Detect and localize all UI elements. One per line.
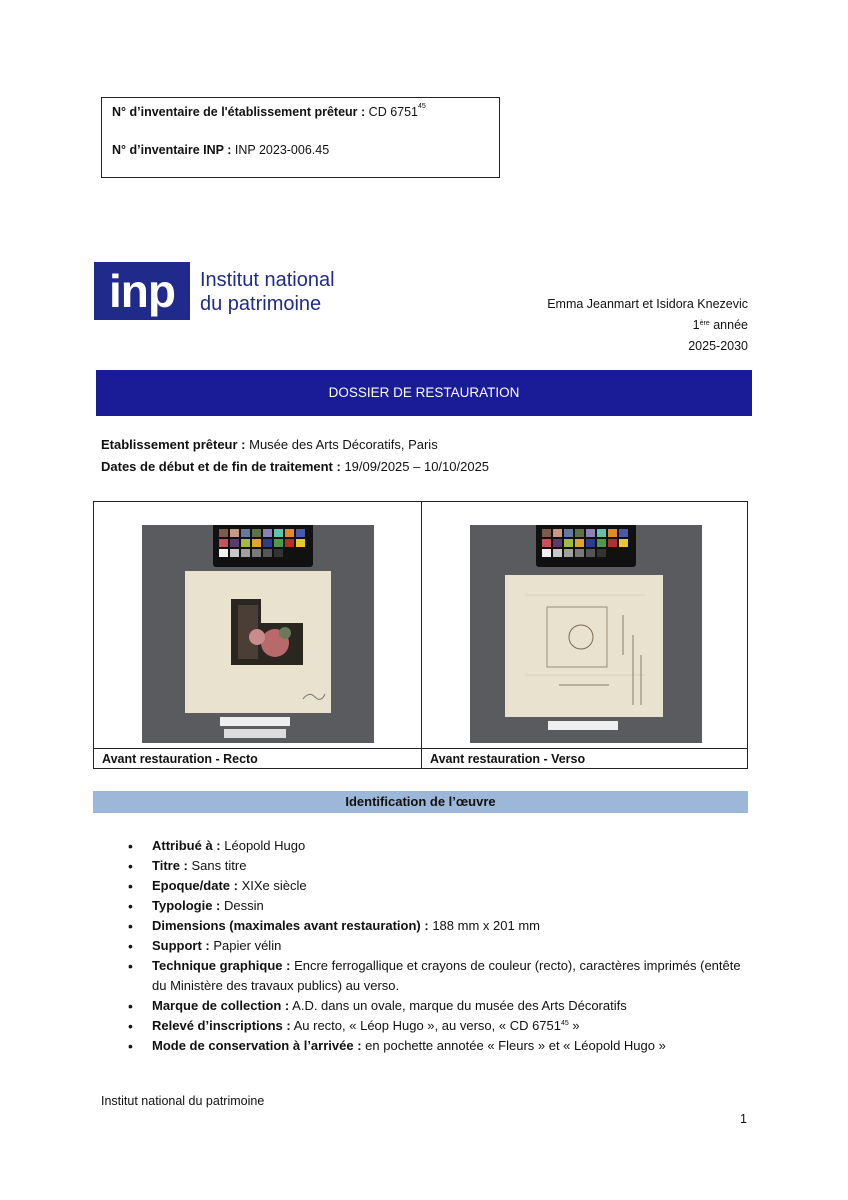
- color-checker: [536, 525, 636, 567]
- table-divider-horizontal: [94, 748, 747, 749]
- recto-label-strip: [220, 717, 290, 726]
- verso-label-strip: [548, 721, 618, 730]
- recto-caption: Avant restauration - Recto: [102, 752, 258, 766]
- verso-paper: [505, 575, 663, 717]
- inp-inventory-label: N° d’inventaire INP :: [112, 143, 232, 157]
- inp-inventory-value: INP 2023-006.45: [234, 143, 330, 157]
- list-item: • Technique graphique : Encre ferrogallique et crayons de couleur (recto), caractères imprimés (entête du Ministère des travaux publics) au verso.: [128, 956, 748, 996]
- year-suffix: ère: [699, 320, 710, 327]
- lender-info-line: [101, 437, 438, 452]
- identification-heading: Identification de l’œuvre: [93, 791, 748, 813]
- lender-inventory-line: [112, 105, 426, 119]
- lender-inventory-sup: 45: [418, 103, 426, 110]
- authors-block: [547, 294, 748, 357]
- lender-info-label: Etablissement prêteur :: [101, 437, 246, 452]
- list-item: • Epoque/date : XIXe siècle: [128, 876, 748, 896]
- authors-period: 2025-2030: [688, 339, 748, 353]
- lender-inventory-value: CD 6751: [368, 105, 419, 119]
- lender-inventory-label: N° d’inventaire de l'établissement prêteur :: [112, 105, 366, 119]
- list-item: • Relevé d’inscriptions : Au recto, « Léop Hugo », au verso, « CD 6751$^{45}$ »: [128, 1016, 748, 1036]
- inp-logo-text: [200, 268, 335, 316]
- inp-logo-mark: inp: [94, 262, 190, 320]
- recto-label-strip-2: [224, 729, 286, 738]
- logo-line-1: Institut national: [200, 269, 335, 291]
- inp-inventory-line: [112, 143, 329, 157]
- list-item: • Typologie : Dessin: [128, 896, 748, 916]
- verso-caption: Avant restauration - Verso: [430, 752, 586, 766]
- recto-photo: [142, 525, 374, 743]
- verso-photo: [470, 525, 702, 743]
- list-item: • Titre : Sans titre: [128, 856, 748, 876]
- logo-line-2: du patrimoine: [200, 293, 322, 315]
- dates-info-value: 19/09/2025 – 10/10/2025: [344, 459, 490, 474]
- photo-cell-recto: [94, 502, 421, 766]
- recto-paper: [185, 571, 331, 713]
- footer-text: Institut national du patrimoine: [101, 1094, 265, 1108]
- list-item: • Dimensions (maximales avant restauration) : 188 mm x 201 mm: [128, 916, 748, 936]
- year-number: 1: [692, 318, 700, 332]
- list-item: • Attribué à : Léopold Hugo: [128, 836, 748, 856]
- inventory-box: [101, 97, 500, 178]
- page-number: 1: [740, 1112, 747, 1126]
- recto-drawing: [185, 571, 331, 713]
- year-word: année: [713, 318, 748, 332]
- authors-names: Emma Jeanmart et Isidora Knezevic: [547, 297, 748, 311]
- document-title-banner: DOSSIER DE RESTAURATION: [96, 370, 752, 416]
- list-item: • Support : Papier vélin: [128, 936, 748, 956]
- color-checker: [213, 525, 313, 567]
- dates-info-line: [101, 459, 489, 474]
- authors-year: [547, 315, 748, 336]
- list-item: • Marque de collection : A.D. dans un ovale, marque du musée des Arts Décoratifs: [128, 996, 748, 1016]
- identification-list: [128, 836, 748, 1056]
- photo-table: [93, 501, 748, 769]
- verso-drawing: [505, 575, 663, 717]
- list-item: • Mode de conservation à l’arrivée : en pochette annotée « Fleurs » et « Léopold Hugo »: [128, 1036, 748, 1056]
- dates-info-label: Dates de début et de fin de traitement :: [101, 459, 341, 474]
- photo-cell-verso: [422, 502, 749, 766]
- lender-info-value: Musée des Arts Décoratifs, Paris: [249, 437, 438, 452]
